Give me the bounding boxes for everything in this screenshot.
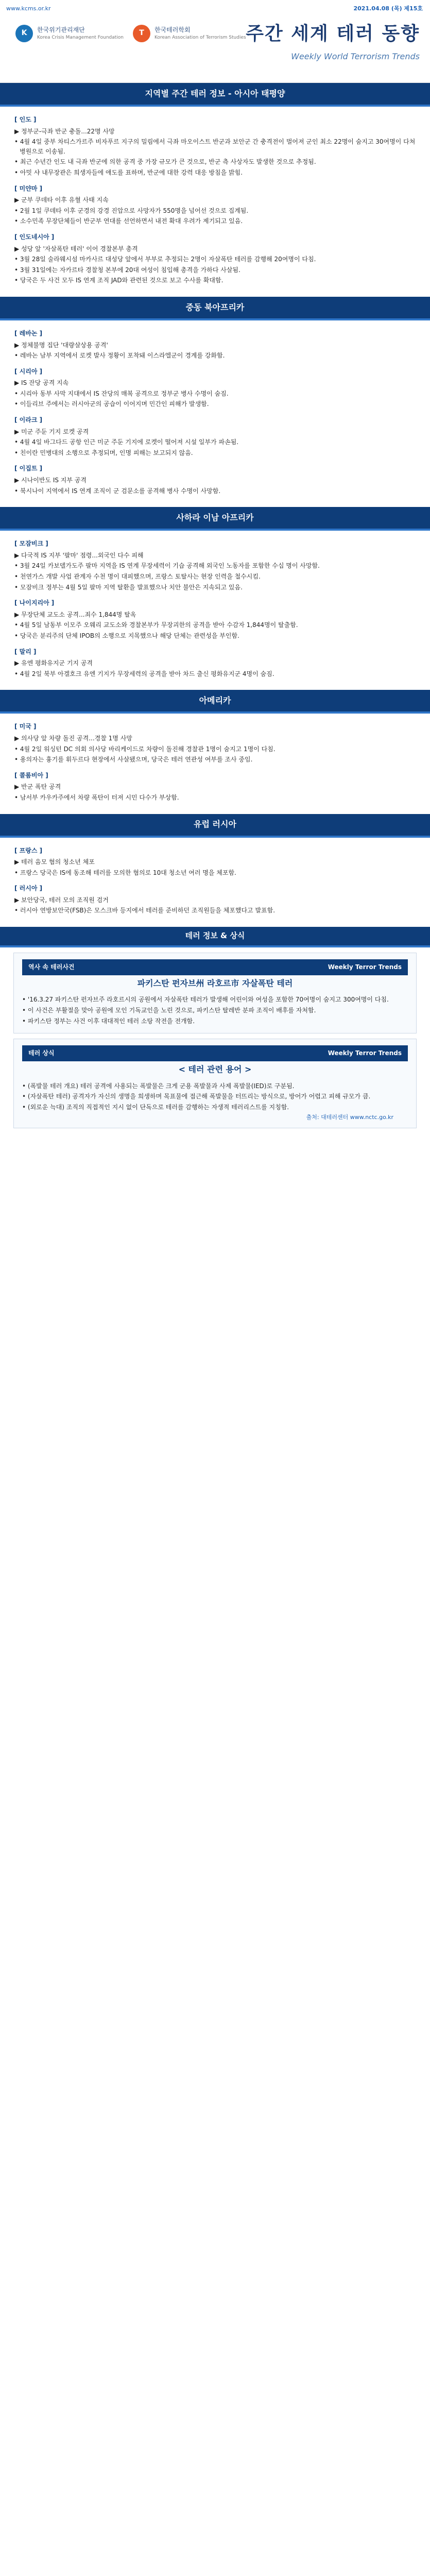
history-tag: Weekly Terror Trends bbox=[328, 963, 402, 971]
knowledge-title: < 테러 관련 용어 > bbox=[178, 1064, 252, 1074]
country-heading: [ 프랑스 ] bbox=[14, 846, 43, 854]
knowledge-tag: Weekly Terror Trends bbox=[328, 1049, 402, 1057]
section-title: 사하라 이남 아프리카 bbox=[0, 507, 430, 531]
news-line: • 3월 24일 카보델가도주 팔마 지역을 IS 연계 무장세력이 기습 공격해 외국인 노동자를 포함한 수십 명이 사망함. bbox=[14, 562, 320, 570]
news-line: • 이들리브 주에서는 러시아군의 공습이 이어지며 민간인 피해가 발생함. bbox=[14, 400, 209, 408]
history-box bbox=[13, 953, 417, 1033]
knowledge-source[interactable]: 출처: 대테러센터 www.nctc.go.kr bbox=[306, 1114, 393, 1121]
section-content bbox=[0, 531, 430, 690]
knowledge-line: • (폭발물 테러 개요) 테러 공격에 사용되는 폭발물은 크게 군용 폭발물과 사제 폭발물(IED)로 구분됨. bbox=[22, 1082, 295, 1090]
news-line: • 4월 5일 남동부 이모주 오웨리 교도소와 경찰본부가 무장괴한의 공격을 받아 수감자 1,844명이 탈출함. bbox=[14, 621, 298, 629]
section-content bbox=[0, 714, 430, 814]
foundation-name: 한국위기관리재단 bbox=[37, 26, 85, 33]
country-heading: [ 나이지리아 ] bbox=[14, 599, 55, 607]
history-line: • 이 사건은 부활절을 맞아 공원에 모인 기독교인을 노린 것으로, 파키스탄 탈레반 분파 조직이 배후를 자처함. bbox=[22, 1007, 316, 1014]
news-line: ▶ 다국적 IS 지부 '팔마' 점령...외국인 다수 피해 bbox=[14, 551, 144, 559]
foundation-sub: Korea Crisis Management Foundation bbox=[37, 35, 124, 41]
country-heading: [ 이라크 ] bbox=[14, 416, 43, 424]
foundation-logo bbox=[15, 25, 124, 42]
title-english: Weekly World Terrorism Trends bbox=[291, 51, 420, 61]
news-line: ▶ 테러 음모 혐의 청소년 체포 bbox=[14, 858, 95, 866]
news-line: ▶ 정체불명 집단 '대량살상용 공격' bbox=[14, 341, 108, 349]
news-line: • 4월 2일 워싱턴 DC 의회 의사당 바리케이드로 차량이 돌진해 경찰관 1명이 숨지고 1명이 다침. bbox=[14, 745, 276, 753]
knowledge-box bbox=[13, 1039, 417, 1128]
news-line: • 3월 28일 술라웨시섬 마카사르 대성당 앞에서 부부로 추정되는 2명이 자살폭탄 테러를 감행해 20여명이 다침. bbox=[14, 256, 316, 263]
news-line: • 3월 31일에는 자카르타 경찰청 본부에 20대 여성이 침입해 총격을 가하다 사살됨. bbox=[14, 266, 240, 274]
section-title: 지역별 주간 테러 정보 - 아시아 태평양 bbox=[0, 83, 430, 107]
ops-section-bar: 테러 정보 & 상식 bbox=[0, 927, 430, 947]
association-sub: Korean Association of Terrorism Studies bbox=[154, 35, 246, 41]
knowledge-lines bbox=[22, 1081, 408, 1112]
association-logo bbox=[133, 25, 246, 42]
country-block bbox=[14, 846, 416, 878]
country-block bbox=[14, 115, 416, 178]
country-heading: [ 이집트 ] bbox=[14, 465, 43, 472]
news-line: • 소수민족 무장단체들이 반군부 연대를 선언하면서 내전 확대 우려가 제기되고 있음. bbox=[14, 217, 243, 225]
news-line: ▶ 유엔 평화유지군 기지 공격 bbox=[14, 659, 93, 667]
title-korean: 주간 세계 테러 동향 bbox=[246, 23, 420, 44]
region-sections bbox=[0, 83, 430, 927]
news-line: ▶ 시나이반도 IS 지부 공격 bbox=[14, 477, 87, 484]
news-line: ▶ 의사당 앞 차량 돌진 공격...경찰 1명 사망 bbox=[14, 734, 132, 742]
news-line: • 용의자는 흉기를 휘두르다 현장에서 사살됐으며, 당국은 테러 연관성 여부를 조사 중임. bbox=[14, 756, 253, 764]
history-lines bbox=[22, 995, 408, 1026]
news-line: • 4월 4일 바그다드 공항 인근 미군 주둔 기지에 로켓이 떨어져 시설 일부가 파손됨. bbox=[14, 438, 239, 446]
country-block bbox=[14, 329, 416, 361]
issue-date: 2021.04.08 (목) 제15호 bbox=[353, 5, 423, 12]
news-line: • 4월 2일 북부 아겔호크 유엔 기지가 무장세력의 공격을 받아 차드 출신 평화유지군 4명이 숨짐. bbox=[14, 670, 274, 677]
news-line: • 시리아 동부 사막 지대에서 IS 잔당의 매복 공격으로 정부군 병사 수명이 숨짐. bbox=[14, 389, 229, 397]
news-line: • 러시아 연방보안국(FSB)은 모스크바 등지에서 테러를 준비하던 조직원들을 체포했다고 발표함. bbox=[14, 907, 276, 914]
news-line: • 프랑스 당국은 IS에 동조해 테러를 모의한 혐의로 10대 청소년 여러 명을 체포함. bbox=[14, 869, 236, 876]
news-line: ▶ 미군 주둔 기지 로켓 공격 bbox=[14, 428, 89, 435]
news-line: • 당국은 분리주의 단체 IPOB의 소행으로 지목했으나 해당 단체는 관련성을 부인함. bbox=[14, 632, 239, 639]
country-heading: [ 인도 ] bbox=[14, 116, 37, 123]
country-block bbox=[14, 464, 416, 496]
country-block bbox=[14, 647, 416, 679]
section-title: 아메리카 bbox=[0, 690, 430, 714]
country-heading: [ 러시아 ] bbox=[14, 885, 43, 892]
site-url[interactable]: www.kcms.or.kr bbox=[6, 5, 51, 12]
history-line: • '16.3.27 파키스탄 펀자브주 라호르시의 공원에서 자살폭탄 테러가 발생해 어린이와 여성을 포함한 70여명이 숨지고 300여명이 다침. bbox=[22, 996, 389, 1004]
news-line: • 아밋 샤 내무장관은 희생자들에 애도를 표하며, 반군에 대한 강력 대응 방침을 밝힘. bbox=[14, 168, 243, 176]
news-line: • 2월 1일 쿠데타 이후 군경의 강경 진압으로 사망자가 550명을 넘어선 것으로 집계됨. bbox=[14, 207, 249, 214]
country-block bbox=[14, 884, 416, 916]
section-title: 유럽 러시아 bbox=[0, 814, 430, 838]
logos bbox=[15, 25, 246, 42]
country-heading: [ 미국 ] bbox=[14, 723, 37, 731]
news-line: ▶ 정부군-극좌 반군 충돌...22명 사망 bbox=[14, 127, 115, 135]
news-line: ▶ IS 잔당 공격 지속 bbox=[14, 379, 69, 387]
knowledge-line: • (자살폭탄 테러) 공격자가 자신의 생명을 희생하며 목표물에 접근해 폭발물을 터뜨리는 방식으로, 방어가 어렵고 피해 규모가 큼. bbox=[22, 1093, 371, 1100]
country-block bbox=[14, 232, 416, 285]
news-line: • 당국은 두 사건 모두 IS 연계 조직 JAD와 관련된 것으로 보고 수사를 확대함. bbox=[14, 277, 223, 284]
country-heading: [ 레바논 ] bbox=[14, 329, 43, 337]
country-block bbox=[14, 771, 416, 803]
country-heading: [ 미얀마 ] bbox=[14, 184, 43, 192]
country-block bbox=[14, 539, 416, 592]
country-heading: [ 콜롬비아 ] bbox=[14, 771, 48, 779]
news-line: • 레바논 남부 지역에서 로켓 발사 정황이 포착돼 이스라엘군이 경계를 강화함. bbox=[14, 352, 225, 360]
news-line: • 4월 4일 중부 차티스가르주 비자푸르 지구의 밀림에서 극좌 마오이스트 반군과 보안군 간 충격전이 벌어져 군인 최소 22명이 숨지고 30여명이 다쳐 병원으로 이송됨. bbox=[14, 138, 416, 155]
newsletter-title bbox=[246, 20, 420, 63]
news-line: ▶ 무장단체 교도소 공격...죄수 1,844명 탈옥 bbox=[14, 611, 136, 618]
section-content bbox=[0, 320, 430, 507]
country-heading: [ 시리아 ] bbox=[14, 367, 43, 375]
country-block bbox=[14, 598, 416, 640]
news-line: • 천연가스 개발 사업 관계자 수천 명이 대피했으며, 프랑스 토탈사는 현장 인력을 철수시킴. bbox=[14, 573, 261, 580]
association-name: 한국테러학회 bbox=[154, 26, 191, 33]
history-label: 역사 속 테러사건 bbox=[28, 963, 75, 971]
country-block bbox=[14, 722, 416, 764]
knowledge-label: 테러 상식 bbox=[28, 1049, 55, 1057]
section-content bbox=[0, 107, 430, 297]
history-line: • 파키스탄 정부는 사건 이후 대대적인 테러 소탕 작전을 전개함. bbox=[22, 1017, 195, 1025]
news-line: • 모잠비크 정부는 4월 5일 팔마 지역 탈환을 발표했으나 치안 불안은 지속되고 있음. bbox=[14, 583, 243, 591]
history-title: 파키스탄 펀자브州 라호르市 자살폭탄 테러 bbox=[137, 978, 293, 988]
news-line: ▶ 성당 앞 '자살폭탄 테러' 이어 경찰본부 총격 bbox=[14, 245, 138, 252]
news-line: • 친이란 민병대의 소행으로 추정되며, 인명 피해는 보고되지 않음. bbox=[14, 449, 193, 456]
section-content bbox=[0, 838, 430, 927]
country-block bbox=[14, 184, 416, 226]
country-heading: [ 인도네시아 ] bbox=[14, 233, 55, 241]
country-heading: [ 말리 ] bbox=[14, 648, 37, 655]
news-line: • 남서부 카우카주에서 차량 폭탄이 터져 시민 다수가 부상함. bbox=[14, 793, 179, 801]
news-line: • 북시나이 지역에서 IS 연계 조직이 군 검문소를 공격해 병사 수명이 사망함. bbox=[14, 487, 221, 495]
news-line: ▶ 보안당국, 테러 모의 조직원 검거 bbox=[14, 896, 109, 904]
news-line: ▶ 반군 폭탄 공격 bbox=[14, 783, 61, 791]
news-line: • 최근 수년간 인도 내 극좌 반군에 의한 공격 중 가장 규모가 큰 것으로, 반군 측 사상자도 발생한 것으로 추정됨. bbox=[14, 158, 316, 166]
country-block bbox=[14, 367, 416, 409]
newsletter-header bbox=[0, 0, 430, 83]
foundation-logo-icon: K bbox=[15, 25, 33, 42]
section-title: 중동 북아프리카 bbox=[0, 297, 430, 320]
country-block bbox=[14, 415, 416, 457]
association-logo-icon: T bbox=[133, 25, 150, 42]
news-line: ▶ 군부 쿠데타 이후 유혈 사태 지속 bbox=[14, 196, 109, 204]
country-heading: [ 모잠비크 ] bbox=[14, 540, 48, 548]
knowledge-line: • (외로운 늑대) 조직의 직접적인 지시 없이 단독으로 테러를 감행하는 자생적 테러리스트를 지칭함. bbox=[22, 1103, 289, 1111]
